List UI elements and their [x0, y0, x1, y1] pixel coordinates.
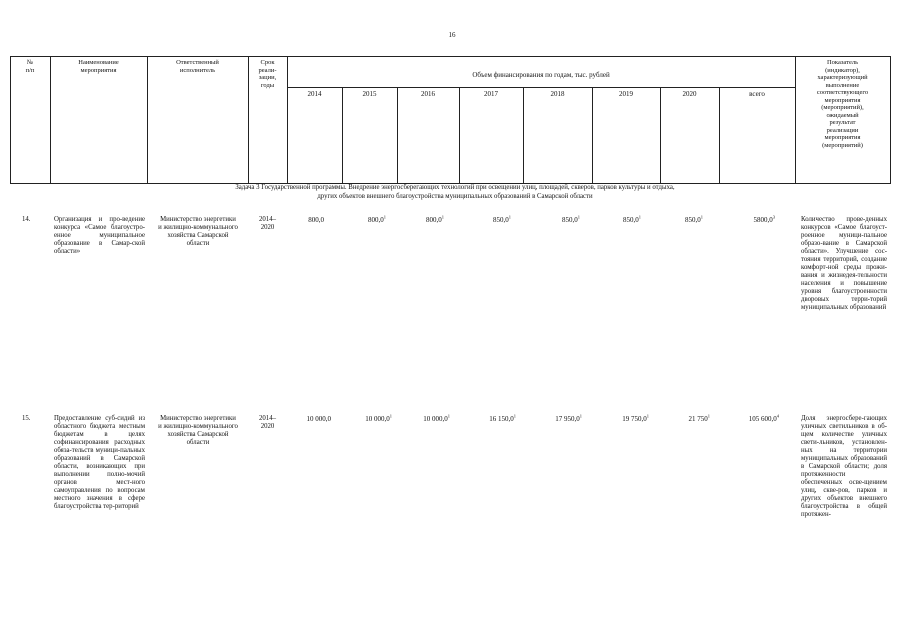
header-total: всего [749, 90, 765, 98]
row-executor: Министерство энергетики и жилищно-коммунального хозяйства Самарской области [158, 216, 238, 247]
row-value-2015: 10 000,0$^1$ [365, 413, 392, 423]
row-value-2015: 800,0$^1$ [368, 214, 386, 224]
row-value-2018: 17 950,0$^1$ [555, 413, 582, 423]
header-year: 2015 [362, 90, 377, 98]
row-value-2020: 21 $750^1$ [688, 413, 710, 423]
header-year: 2020 [682, 90, 697, 98]
header-col-executor: Ответственный исполнитель [176, 59, 219, 74]
row-total: 105 600,0$^4$ [748, 413, 779, 423]
header-year: 2019 [619, 90, 633, 98]
header-col-name: Наименование мероприятия [78, 59, 119, 74]
row-number: 14. [22, 216, 31, 223]
row-period: 2014– 2020 [259, 216, 276, 231]
row-value-2020: 850,0$^1$ [685, 214, 703, 224]
row-value-2019: 19 750,0$^1$ [622, 413, 649, 423]
header-year: 2017 [484, 90, 498, 98]
row-name: Предоставление суб-сидий из областного бюджета местным бюджетам в целях софинансирования расходных обяза-тельств муници-пальных образований в Самарской области, возникающих при выполнении полно-мочий органов мест-ного самоуправления по вопросам местного значения в сфере благоустройства тер-риторий [54, 415, 145, 510]
row-executor: Министерство энергетики и жилищно-коммунального хозяйства Самарской области [158, 415, 238, 446]
row-name: Организация и про-ведение конкурса «Самое благоустро-енное муниципальное образование в Самар-ской области» [54, 216, 145, 255]
header-year: 2016 [421, 90, 435, 98]
task-title: Задача 3 Государственной программы. Внедрение энергосберегающих технологий при освещении улиц, площадей, скверов, парков культуры и отдыха, других объектов внешнего благоустройства муниципальных образований в Самарской области [235, 184, 675, 200]
row-value-2018: 850,0$^1$ [562, 214, 580, 224]
row-value-2016: 10 000,0$^1$ [423, 413, 450, 423]
row-indicator: Количество прове-денных конкурсов «Самое благоуст-роенное муници-пальное образо-вание в Самарской области». Улучшение сос-тояния территорий, создание комфорт-ной среды прожи-вания и жизнедея-тельности населения и повышение уровня благоустроенности дворовых терри-торий муниципальных образований [801, 216, 887, 311]
row-value-2017: 16 150,0$^1$ [489, 413, 516, 423]
row-value-2014: 10 000,0 [306, 415, 331, 423]
row-period: 2014– 2020 [259, 415, 276, 430]
page-number: 16 [448, 31, 456, 39]
header-col-indicator: Показатель (индикатор), характеризующий выполнение соответствующего мероприятия (мероприятий), ожидаемый результат реализации мероприятия (мероприятий) [816, 59, 869, 149]
row-value-2014: 800,0 [308, 216, 324, 224]
header-col-number: № п/п [25, 59, 35, 74]
row-value-2016: 800,0$^1$ [426, 214, 444, 224]
row-value-2019: 850,0$^1$ [623, 214, 641, 224]
header-year: 2014 [307, 90, 322, 98]
header-col-period: Срок реали- зации, годы [258, 59, 277, 89]
row-value-2017: 850,0$^1$ [493, 214, 511, 224]
row-number: 15. [22, 415, 31, 422]
row-indicator: Доля энергосбере-гающих уличных светильников в об-щем количестве уличных свети-льников, установлен-ных на территории муниципальных образований в Самарской области; доля протяженности обеспеченных осве-щением улиц, скве-ров, парков и других объектов внешнего благоустройства в общей протяжен- [801, 415, 887, 518]
header-year: 2018 [550, 90, 565, 98]
header-col-funding: Объем финансирования по годам, тыс. рублей [472, 71, 610, 79]
row-total: 5800,0$^3$ [753, 214, 775, 224]
